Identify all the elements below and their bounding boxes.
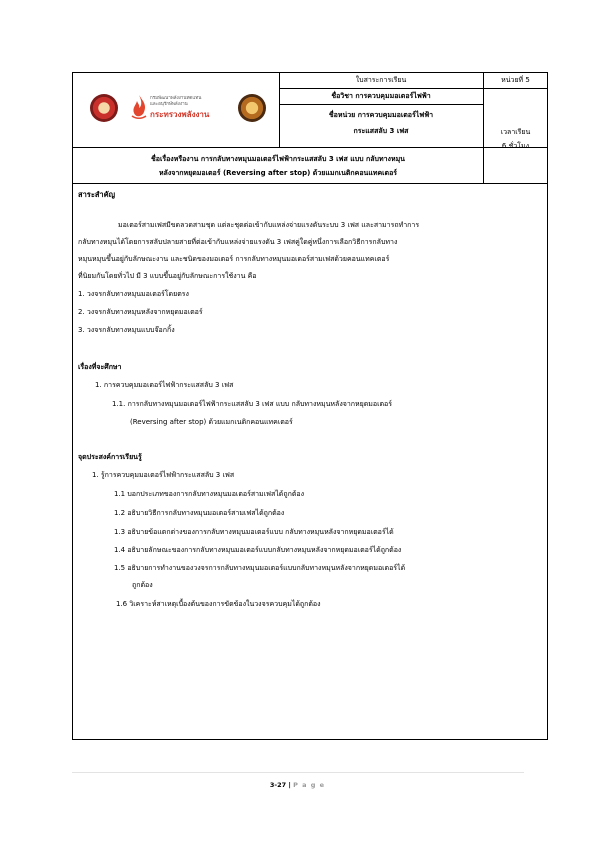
page-number: 3-27 bbox=[269, 781, 287, 789]
org-name: กรมพัฒนาพลังงานทดแทน และอนุรักษ์พลังงาน bbox=[150, 96, 202, 107]
ministry-seal-icon bbox=[90, 94, 118, 122]
essence-line-2: กลับทางหมุนได้โดยการสลับปลายสายที่ต่อเข้ากับแหล่งจ่ายแรงดัน 3 เฟสคู่ใดคู่หนึ่งการเลือกวิธีการกลับทาง bbox=[78, 238, 398, 246]
topics-item-1-1-cont: (Reversing after stop) ด้วยแมกเนติกคอนแทคเตอร์ bbox=[130, 418, 293, 426]
essence-title: สาระสำคัญ bbox=[78, 190, 116, 199]
page-footer bbox=[0, 781, 595, 789]
header-rule-2 bbox=[279, 104, 483, 105]
ministry-logo bbox=[84, 92, 274, 124]
module-name: ชื่อหน่วย การควบคุมมอเตอร์ไฟฟ้า กระแสสลับ 3 เฟส bbox=[328, 111, 434, 135]
topic-title: ชื่อเรื่องหรืองาน การกลับทางหมุนมอเตอร์ไฟฟ้ากระแสสลับ 3 เฟส แบบ กลับทางหมุน หลังจากหยุดมอเตอร์ (Reversing after stop) ด้วยแมกเนติกคอนแทคเตอร์ bbox=[151, 155, 405, 177]
objectives-title: จุดประสงค์การเรียนรู้ bbox=[78, 453, 142, 461]
header-rule-4 bbox=[72, 183, 548, 184]
essence-item-2: 2. วงจรกลับทางหมุนหลังจากหยุดมอเตอร์ bbox=[78, 308, 203, 316]
page-word: P a g e bbox=[293, 781, 326, 789]
study-time: เวลาเรียน 6 ชั่วโมง bbox=[500, 128, 531, 150]
objective-1-1: 1.1 บอกประเภทของการกลับทางหมุนมอเตอร์สามเฟสได้ถูกต้อง bbox=[114, 490, 304, 498]
objective-1-5: 1.5 อธิบายการทำงานของวงจรการกลับทางหมุนมอเตอร์แบบกลับทางหมุนหลังจากหยุดมอเตอร์ได้ bbox=[114, 564, 406, 572]
objective-1-4: 1.4 อธิบายลักษณะของการกลับทางหมุนมอเตอร์แบบกลับทางหมุนหลังจากหยุดมอเตอร์ได้ถูกต้อง bbox=[114, 546, 402, 554]
essence-item-1: 1. วงจรกลับทางหมุนมอเตอร์โดยตรง bbox=[78, 290, 189, 298]
doc-type: ใบสาระการเรียน bbox=[355, 76, 407, 84]
objective-1-2: 1.2 อธิบายวิธีการกลับทางหมุนมอเตอร์สามเฟสได้ถูกต้อง bbox=[114, 509, 285, 517]
essence-line-4: ที่นิยมกันโดยทั่วไป มี 3 แบบขึ้นอยู่กับลักษณะการใช้งาน คือ bbox=[78, 272, 257, 280]
unit-number: หน่วยที่ 5 bbox=[501, 76, 530, 84]
topics-item-1-1: 1.1. การกลับทางหมุนมอเตอร์ไฟฟ้ากระแสสลับ 3 เฟส แบบ กลับทางหมุนหลังจากหยุดมอเตอร์ bbox=[112, 400, 392, 408]
objectives-item-1: 1. รู้การควบคุมมอเตอร์ไฟฟ้ากระแสสลับ 3 เฟส bbox=[92, 471, 235, 479]
objective-1-5-cont: ถูกต้อง bbox=[132, 581, 153, 589]
objective-1-6: 1.6 วิเคราะห์สาเหตุเบื้องต้นของการขัดข้องในวงจรควบคุมได้ถูกต้อง bbox=[116, 600, 321, 608]
department-seal-icon bbox=[238, 94, 266, 122]
essence-line-3: หมุนหมุนขึ้นอยู่กับลักษณะงาน และชนิดของมอเตอร์ การกลับทางหมุนมอเตอร์สามเฟสด้วยคอนแทคเตอร์ bbox=[78, 255, 390, 263]
subject-name: ชื่อวิชา การควบคุมมอเตอร์ไฟฟ้า bbox=[331, 92, 431, 100]
ministry-name: กระทรวงพลังงาน bbox=[150, 110, 210, 119]
topics-title: เรื่องที่จะศึกษา bbox=[78, 363, 122, 371]
footer-rule bbox=[72, 772, 524, 773]
objective-1-3: 1.3 อธิบายข้อแตกต่างของการกลับทางหมุนมอเตอร์แบบ กลับทางหมุนหลังจากหยุดมอเตอร์ได้ bbox=[114, 528, 394, 536]
essence-item-3: 3. วงจรกลับทางหมุนแบบจ๊อกกิ้ง bbox=[78, 326, 175, 334]
page-separator: | bbox=[288, 781, 291, 789]
topics-item-1: 1. การควบคุมมอเตอร์ไฟฟ้ากระแสสลับ 3 เฟส bbox=[95, 381, 234, 389]
header-rule-3 bbox=[72, 147, 548, 148]
essence-line-1: มอเตอร์สามเฟสมีขดลวดสามชุด แต่ละชุดต่อเข้ากับแหล่งจ่ายแรงดันระบบ 3 เฟส และสามารถทำการ bbox=[118, 221, 420, 229]
header-rule-1 bbox=[279, 88, 548, 89]
energy-flame-icon bbox=[130, 94, 148, 120]
